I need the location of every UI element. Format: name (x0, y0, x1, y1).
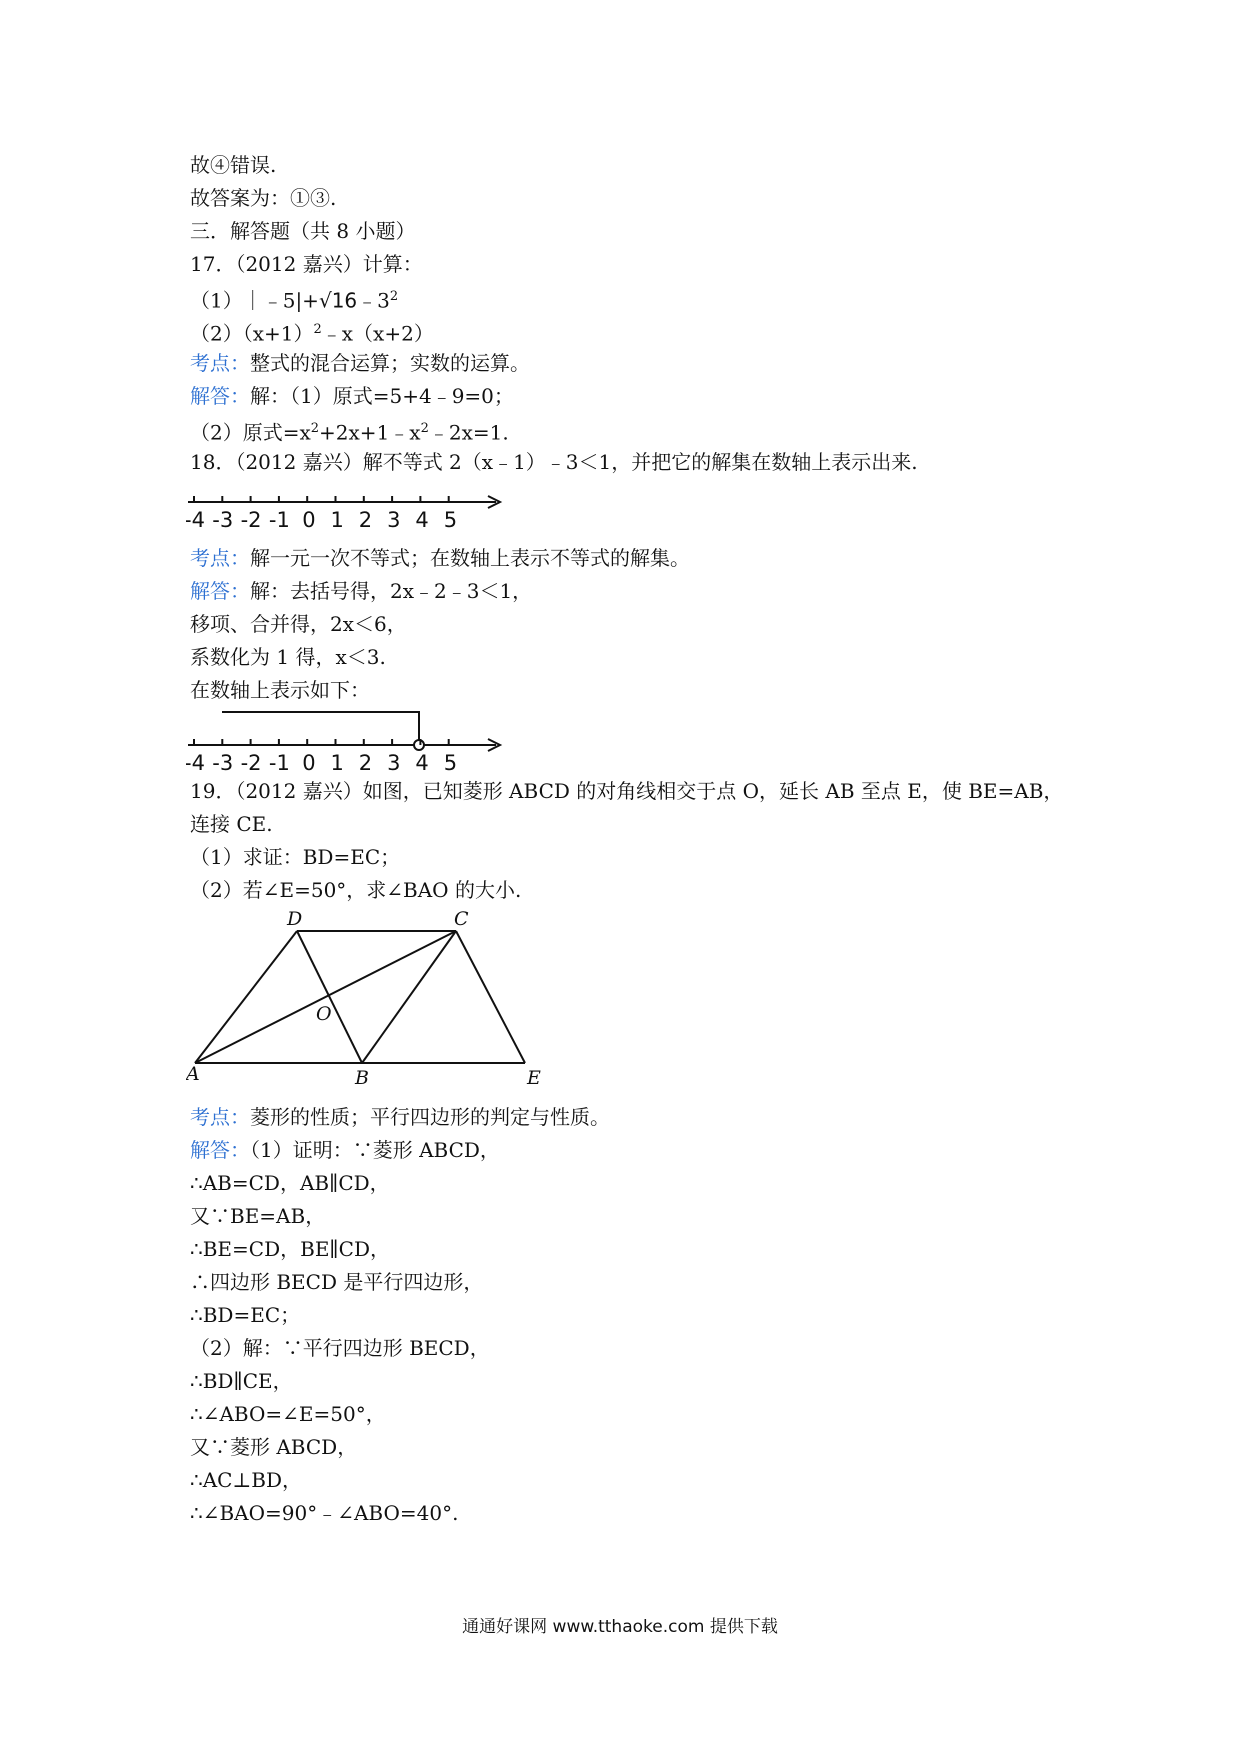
q17-part1-suffix: ﹣3 (357, 288, 390, 313)
q19-step-3: ∴BE=CD，BE∥CD， (190, 1237, 390, 1261)
tick-label: 4 (415, 751, 429, 775)
tick-label: 3 (387, 508, 401, 532)
q17-jieda-1 (190, 383, 514, 409)
q18-jieda-text-1: 解：去括号得，2x﹣2﹣3＜1， (250, 579, 533, 603)
tick-label: -4 (186, 751, 205, 775)
tick-label: -1 (268, 751, 290, 775)
q19-kaodian (190, 1104, 610, 1130)
tick-label: 3 (387, 751, 401, 775)
q19-jieda-1 (190, 1137, 500, 1163)
q17-jieda-text-1: 解：（1）原式=5+4﹣9=0； (250, 384, 514, 408)
question-19-line1: 19．（2012 嘉兴）如图，已知菱形 ABCD 的对角线相交于点 O，延长 AB 至点 E，使 BE=AB， (190, 779, 1064, 803)
q18-jieda-4: 在数轴上表示如下： (190, 678, 370, 702)
tick-label: 2 (358, 508, 373, 532)
kaodian-label: 考点： (190, 546, 250, 570)
question-19-part2: （2）若∠E=50°，求∠BAO 的大小. (190, 878, 522, 902)
point-label-A: A (186, 1063, 200, 1085)
question-19-part1: （1）求证：BD=EC； (190, 845, 401, 869)
q18-kaodian-text: 解一元一次不等式；在数轴上表示不等式的解集。 (250, 546, 690, 570)
kaodian-label: 考点： (190, 1105, 250, 1129)
q17-jd2-b: +2x+1﹣x (319, 420, 421, 445)
q17-kaodian (190, 350, 530, 376)
line-wrong-4: 故④错误. (190, 153, 277, 177)
open-circle-3 (414, 740, 424, 750)
jieda-label: 解答： (190, 579, 250, 603)
tick-label: -4 (186, 508, 205, 532)
solution-bracket (222, 712, 419, 740)
q17-part1-prefix: （1）｜﹣5|+ (190, 288, 319, 313)
question-17: 17．（2012 嘉兴）计算： (190, 252, 423, 276)
tick-label: 1 (330, 508, 344, 532)
q19-step-8: ∴∠ABO=∠E=50°， (190, 1402, 386, 1426)
q18-jieda-3: 系数化为 1 得，x＜3. (190, 645, 386, 669)
q17-jd2-a: （2）原式=x (190, 420, 311, 445)
point-label-D: D (287, 908, 303, 930)
q18-kaodian (190, 545, 690, 571)
q19-step-2: 又∵BE=AB， (190, 1204, 326, 1228)
tick-label: -3 (212, 751, 234, 775)
tick-label: 0 (302, 508, 316, 532)
q17-part2-suffix: ﹣x（x+2） (321, 321, 434, 346)
point-label-C: C (454, 908, 469, 930)
q17-part2 (190, 317, 434, 347)
line-answer: 故答案为：①③. (190, 186, 337, 210)
q17-part2-exponent: 2 (313, 322, 322, 337)
point-label-B: B (355, 1067, 369, 1089)
q19-step-5: ∴BD=EC； (190, 1303, 301, 1327)
q19-step-7: ∴BD∥CE， (190, 1369, 293, 1393)
number-line-solution (186, 707, 516, 781)
q17-jd2-c: ﹣2x=1. (428, 420, 509, 445)
tick-label: -2 (240, 751, 262, 775)
tick-label: -2 (240, 508, 262, 532)
page-footer: 通通好课网 www.tthaoke.com 提供下载 (462, 1617, 778, 1637)
point-label-E: E (527, 1067, 541, 1089)
q19-step-1: ∴AB=CD，AB∥CD， (190, 1171, 390, 1195)
tick-label: 4 (415, 508, 429, 532)
question-19-line2: 连接 CE. (190, 812, 273, 836)
section-heading: 三．解答题（共 8 小题） (190, 219, 416, 243)
q17-kaodian-text: 整式的混合运算；实数的运算。 (250, 351, 530, 375)
jieda-label: 解答： (190, 1138, 250, 1162)
q18-jieda-1 (190, 578, 532, 604)
question-18: 18．（2012 嘉兴）解不等式 2（x﹣1）﹣3＜1，并把它的解集在数轴上表示出来. (190, 450, 918, 474)
tick-label: -3 (212, 508, 234, 532)
q19-step-6: （2）解：∵平行四边形 BECD， (190, 1336, 490, 1360)
q19-step-9: 又∵菱形 ABCD， (190, 1435, 358, 1459)
q19-jieda-text-1: （1）证明：∵菱形 ABCD， (250, 1138, 500, 1162)
q19-step-10: ∴AC⊥BD， (190, 1468, 303, 1492)
tick-label: 5 (443, 508, 458, 532)
q17-part2-prefix: （2）（x+1） (190, 321, 314, 346)
tick-label: -1 (268, 508, 290, 532)
q19-step-11: ∴∠BAO=90°﹣∠ABO=40°. (190, 1501, 459, 1525)
rhombus-figure (186, 908, 556, 1097)
q17-part1 (190, 284, 398, 314)
q17-part1-exponent: 2 (389, 289, 399, 304)
jieda-label: 解答： (190, 384, 250, 408)
tick-label: 0 (302, 751, 316, 775)
q17-jd2-exp1: 2 (310, 421, 320, 436)
number-line-blank (186, 490, 516, 544)
q17-jd2-exp2: 2 (420, 421, 429, 436)
sqrt-16: √16 (318, 288, 358, 313)
q19-step-4: ∴四边形 BECD 是平行四边形， (190, 1270, 484, 1294)
point-label-O: O (316, 1003, 332, 1025)
kaodian-label: 考点： (190, 351, 250, 375)
tick-label: 1 (330, 751, 344, 775)
q17-jieda-2 (190, 416, 509, 446)
tick-label: 2 (358, 751, 373, 775)
q19-kaodian-text: 菱形的性质；平行四边形的判定与性质。 (250, 1105, 610, 1129)
q18-jieda-2: 移项、合并得，2x＜6， (190, 612, 407, 636)
tick-label: 5 (443, 751, 458, 775)
